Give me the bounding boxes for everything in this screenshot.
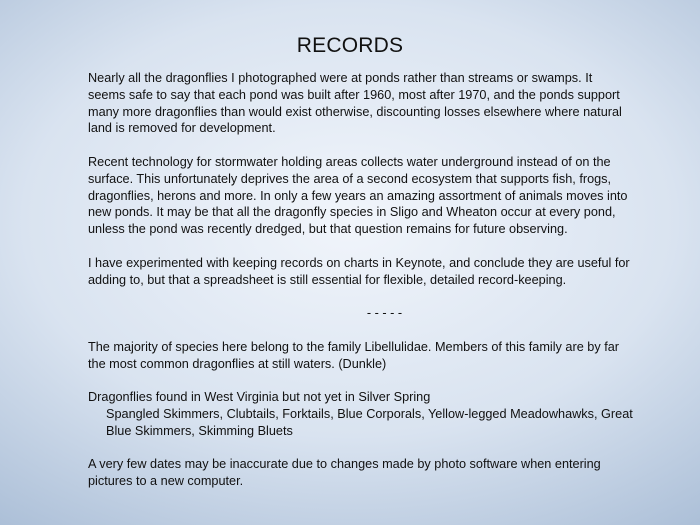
- section-separator: - - - - -: [366, 306, 403, 321]
- slide-body: [88, 70, 633, 507]
- slide-title: RECORDS: [296, 34, 404, 57]
- west-virginia-heading: Dragonflies found in West Virginia but not yet in Silver Spring: [88, 390, 431, 405]
- west-virginia-species-list: Spangled Skimmers, Clubtails, Forktails, Blue Corporals, Yellow-legged Meadowhawks, Great Blue Skimmers, Skimming Bluets: [106, 406, 633, 438]
- paragraph-software: A very few dates may be inaccurate due to changes made by photo software when entering pictures to a new computer.: [88, 457, 601, 489]
- paragraph-stormwater: Recent technology for stormwater holding areas collects water underground instead of on the surface. This unfortunately deprives the area of a second ecosystem that supports fish, frogs, dragonflies, herons and more. In only a few years an amazing assortment of animals moves into new ponds. It may be that all the dragonfly species in Sligo and Wheaton occur at every pond, unless the pond was recently dredged, but that question remains for future observing.: [88, 154, 628, 237]
- paragraph-records: I have experimented with keeping records on charts in Keynote, and conclude they are useful for adding to, but that a spreadsheet is still essential for flexible, detailed record-keeping.: [88, 255, 630, 287]
- paragraph-ponds: Nearly all the dragonflies I photographed were at ponds rather than streams or swamps. It seems safe to say that each pond was built after 1960, most after 1970, and the ponds support many more dragonflies than would exist otherwise, discounting losses elsewhere where natural land is removed for development.: [88, 71, 622, 136]
- paragraph-west-virginia: [88, 389, 633, 439]
- paragraph-family: The majority of species here belong to the family Libellulidae. Members of this family are by far the most common dragonflies at still waters. (Dunkle): [88, 339, 620, 371]
